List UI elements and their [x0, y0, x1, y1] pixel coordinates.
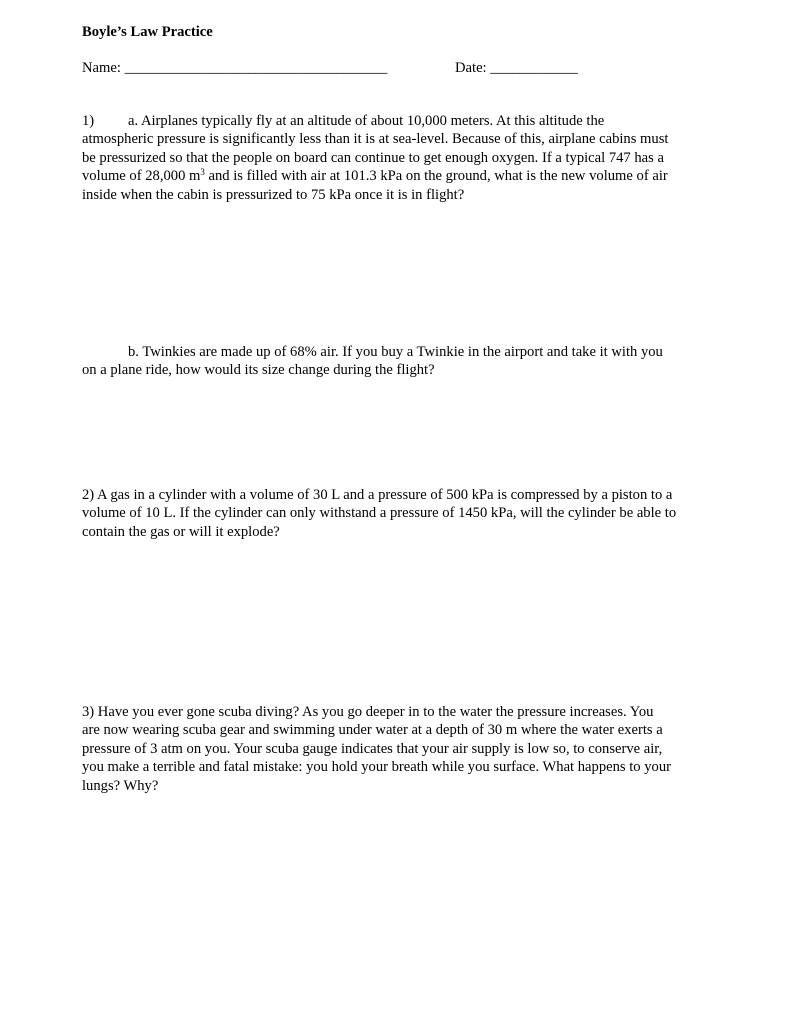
question-1-number: 1) — [82, 113, 95, 129]
date-label: Date: — [455, 60, 487, 76]
question-1a-line: inside when the cabin is pressurized to 75 kPa once it is in flight? — [82, 186, 465, 203]
question-3 — [82, 703, 722, 795]
worksheet-title: Boyle’s Law Practice — [82, 24, 213, 40]
question-3-line: are now wearing scuba gear and swimming under water at a depth of 30 m where the water exerts a — [82, 722, 663, 739]
cubic-superscript: 3 — [200, 167, 205, 178]
question-1a-line: atmospheric pressure is significantly less than it is at sea-level. Because of this, airplane cabins must — [82, 131, 669, 148]
question-2 — [82, 486, 722, 541]
question-3-line: pressure of 3 atm on you. Your scuba gauge indicates that your air supply is low so, to conserve air, — [82, 740, 663, 757]
question-1b — [82, 343, 722, 380]
name-field — [82, 59, 387, 77]
name-blank: ____________________________________ — [124, 60, 388, 76]
question-2-line: contain the gas or will it explode? — [82, 523, 280, 540]
date-blank: ____________ — [490, 60, 578, 76]
question-1a-line: 1) a. Airplanes typically fly at an altitude of about 10,000 meters. At this altitude the — [82, 113, 605, 129]
question-1a — [82, 112, 722, 204]
question-1b-line: b. Twinkies are made up of 68% air. If you buy a Twinkie in the airport and take it with you — [128, 344, 663, 360]
question-2-line: 2) A gas in a cylinder with a volume of 30 L and a pressure of 500 kPa is compressed by a piston to a — [82, 487, 673, 503]
date-field — [455, 59, 578, 77]
question-3-line: 3) Have you ever gone scuba diving? As you go deeper in to the water the pressure increases. You — [82, 704, 654, 720]
question-1b-line: on a plane ride, how would its size change during the flight? — [82, 362, 435, 379]
question-3-line: lungs? Why? — [82, 777, 159, 794]
question-2-line: volume of 10 L. If the cylinder can only withstand a pressure of 1450 kPa, will the cylinder be able to — [82, 505, 677, 522]
question-1a-line: volume of 28,000 $m^3$ and is filled with air at 101.3 kPa on the ground, what is the new volume of air — [82, 167, 668, 185]
question-1a-line: be pressurized so that the people on board can continue to get enough oxygen. If a typical 747 has a — [82, 149, 664, 166]
name-label: Name: — [82, 60, 121, 76]
question-3-line: you make a terrible and fatal mistake: you hold your breath while you surface. What happens to your — [82, 759, 671, 776]
